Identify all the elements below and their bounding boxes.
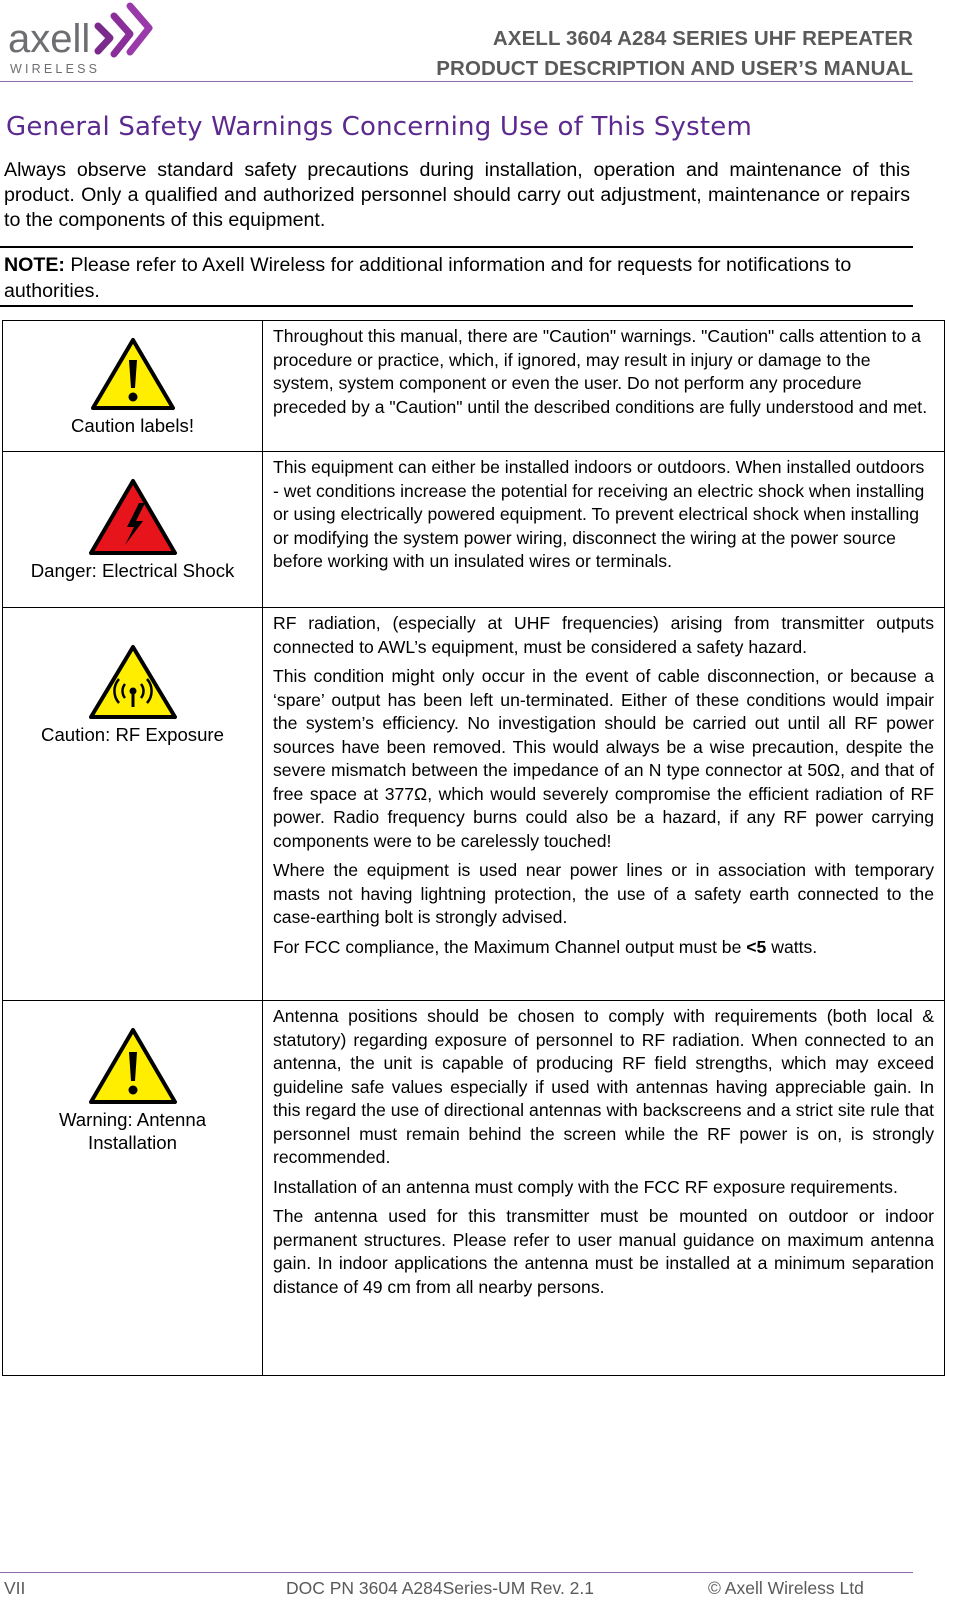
fcc-limit: <5	[746, 936, 767, 957]
warning-label: Caution: RF Exposure	[41, 724, 224, 745]
logo-subtitle: WIRELESS	[10, 62, 101, 76]
warning-label: Danger: Electrical Shock	[30, 560, 235, 581]
warning-text-cell	[263, 321, 945, 452]
fcc-prefix: For FCC compliance, the Maximum Channel output must be	[273, 936, 747, 957]
footer-doc-number: DOC PN 3604 A284Series-UM Rev. 2.1	[286, 1578, 595, 1598]
document-header	[436, 24, 913, 84]
warning-paragraph: This condition might only occur in the event of cable disconnection, or because a ‘spare’ output has been left un-terminated. Either of these conditions would impair the system’s efficiency. No investigation should be carried out until all RF power sources have been removed. This would always be a wise precaution, despite the severe mismatch between the impedance of an N type connector at 50Ω, and that of free space at 377Ω, which would severely compromise the efficient radiation of RF power. Radio frequency burns could also be a hazard, if any RF power carrying components were to be carelessly touched!	[273, 666, 934, 851]
axell-logo	[6, 2, 156, 78]
table-row	[3, 608, 945, 1001]
note-label: NOTE:	[4, 254, 65, 276]
header-divider	[0, 81, 913, 82]
header-title-line2: PRODUCT DESCRIPTION AND USER’S MANUAL	[436, 57, 913, 80]
warning-label: Warning: Antenna Installation	[58, 1109, 207, 1153]
note-text: Please refer to Axell Wireless for additional information and for requests for notifications to authorities.	[4, 254, 852, 302]
footer-divider	[0, 1572, 913, 1573]
note-box	[0, 246, 913, 307]
fcc-suffix: watts.	[766, 936, 818, 957]
warning-icon-cell	[3, 321, 263, 452]
table-row	[3, 321, 945, 452]
footer-copyright: © Axell Wireless Ltd	[708, 1578, 864, 1598]
fcc-compliance-note	[273, 936, 934, 960]
header-title-line1: AXELL 3604 A284 SERIES UHF REPEATER	[492, 27, 913, 50]
footer-page-number: VII	[4, 1578, 26, 1598]
section-title: General Safety Warnings Concerning Use of This System	[6, 112, 752, 142]
warning-text-cell	[263, 608, 945, 1001]
warning-text-cell	[263, 1001, 945, 1376]
warning-paragraph: Installation of an antenna must comply with the FCC RF exposure requirements.	[273, 1176, 898, 1197]
warning-paragraph: Where the equipment is used near power lines or in association with temporary masts not having lightning protection, the use of a safety earth connected to the case-earthing bolt is strongly advised.	[273, 860, 934, 927]
rf-exposure-icon	[87, 643, 179, 721]
warning-paragraph: The antenna used for this transmitter must be mounted on outdoor or indoor permanent structures. Please refer to user manual guidance on maximum antenna gain. In indoor applications the antenna must be installed at a minimum separation distance of 49 cm from all nearby persons.	[273, 1206, 934, 1297]
warning-paragraph: Throughout this manual, there are "Caution" warnings. "Caution" calls attention to a procedure or practice, which, if ignored, may result in injury or damage to the system, system component or even the user. Do not perform any procedure preceded by a "Caution" until the described conditions are fully understood and met.	[273, 326, 928, 417]
safety-warnings-table	[2, 320, 945, 1376]
warning-text-cell	[263, 452, 945, 608]
warning-triangle-icon	[87, 1026, 179, 1106]
warning-paragraph: This equipment can either be installed indoors or outdoors. When installed outdoors - wet conditions increase the potential for receiving an electric shock when installing or using electrically powered equipment. To prevent electrical shock when installing or modifying the system power wiring, disconnect the wiring at the power source before working with un insulated wires or terminals.	[273, 457, 925, 571]
caution-triangle-icon	[89, 336, 177, 412]
intro-paragraph: Always observe standard safety precautions during installation, operation and maintenance of this product. Only a qualified and authorized personnel should carry out adjustment, maintenance or repairs to the components of this equipment.	[4, 159, 910, 231]
warning-icon-cell	[3, 1001, 263, 1376]
logo-wordmark: axell	[8, 17, 91, 61]
warning-label: Caution labels!	[70, 414, 194, 436]
warning-paragraph: Antenna positions should be chosen to comply with requirements (both local & statutory) regarding exposure of personnel to RF radiation. When connected to an antenna, the unit is capable of producing RF field strengths, which may exceed guideline safe values especially if used with antennas having appreciable gain. In this regard the use of directional antennas with backscreens and a strict site rule that personnel must remain behind the screen while the RF power is on, is strongly recommended.	[273, 1006, 934, 1167]
warning-icon-cell	[3, 608, 263, 1001]
table-row	[3, 452, 945, 608]
warning-paragraph: RF radiation, (especially at UHF frequencies) arising from transmitter outputs connected to AWL’s equipment, must be considered a safety hazard.	[273, 613, 934, 657]
table-row	[3, 1001, 945, 1376]
warning-icon-cell	[3, 452, 263, 608]
electrical-shock-icon	[87, 477, 179, 557]
